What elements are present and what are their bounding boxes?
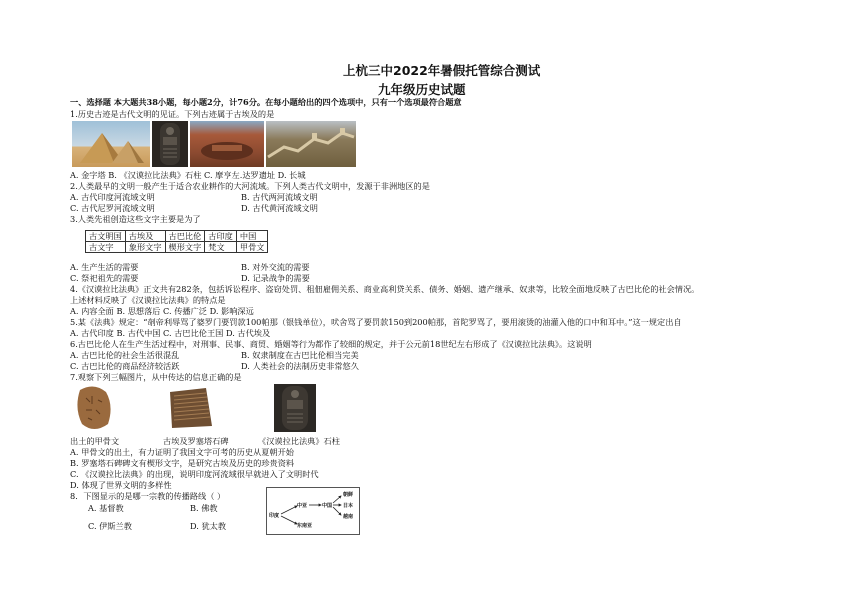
q2-stem: 2.人类最早的文明一般产生于适合农业耕作的大河流域。下列人类古代文明中，发源于非洲地区的是: [70, 181, 430, 191]
q4-stem-1: 4.《汉谟拉比法典》正文共有282条，包括诉讼程序、盗窃处罚、租佃雇佣关系、商业高利贷关系、债务、婚姻、遗产继承、奴隶等，比较全面地反映了古巴比伦的社会情况。: [70, 284, 700, 294]
caption-hammurabi-column: 《汉谟拉比法典》石柱: [258, 436, 340, 446]
q2-option-d: D. 古代黄河流域文明: [241, 203, 318, 213]
q3-option-b: B. 对外交流的需要: [241, 262, 310, 272]
caption-rosetta-stone: 古埃及罗塞塔石碑: [163, 436, 229, 446]
q5-stem: 5.某《法典》规定：“剞帝利辱骂了婆罗门要罚款100帕那（银钱单位），吠舍骂了要罚款150到200帕那，首陀罗骂了，要用滚烫的油灌入他的口中和耳中。”这一规定出自: [70, 317, 682, 327]
oracle-bone-image: [72, 384, 116, 432]
q3-stem: 3.人类先祖创造这些文字主要是为了: [70, 214, 201, 224]
q3-option-d: D. 记录战争的需要: [241, 273, 310, 283]
map-label-vietnam: 越南: [343, 514, 354, 520]
spread-route-map: [266, 487, 360, 535]
q8-option-d: D. 犹太教: [190, 521, 227, 531]
map-label-india: 印度: [269, 513, 280, 519]
table-cell: 古埃及: [125, 231, 165, 242]
caption-oracle-bone: 出土的甲骨文: [70, 436, 120, 446]
table-cell: 象形文字: [125, 242, 165, 253]
q7-option-a: A. 甲骨文的出土，有力证明了我国文字可考的历史从夏朝开始: [70, 447, 294, 457]
map-label-southeast-asia: 东南亚: [297, 523, 313, 529]
table-cell: 古文字: [86, 242, 126, 253]
q7-option-b: B. 罗塞塔石碑碑文有楔形文字，是研究古埃及历史的珍贵资料: [70, 458, 295, 468]
map-label-central-asia: 中亚: [297, 503, 308, 509]
section-heading: 一、选择题 本大题共38小题，每小题2分，计76分。在每小题给出的四个选项中，只有一个选项最符合题意: [70, 97, 462, 107]
q8-option-c: C. 伊斯兰教: [88, 521, 132, 531]
q4-options: A. 内容全面 B. 思想落后 C. 传播广泛 D. 影响深远: [70, 306, 254, 316]
q7-option-c: C. 《汉谟拉比法典》的出现，说明印度河流域很早就进入了文明时代: [70, 469, 319, 479]
table-cell: 楔形文字: [165, 242, 205, 253]
q6-stem: 6.古巴比伦人在生产生活过程中，对刑事、民事、商贸、婚姻等行为都作了较细的规定，并于公元前18世纪左右形成了《汉谟拉比法典》。这说明: [70, 339, 592, 349]
script-table: [85, 230, 268, 253]
q3-option-a: A. 生产生活的需要: [70, 262, 139, 272]
table-cell: 甲骨文: [236, 242, 268, 253]
table-cell: 梵文: [205, 242, 237, 253]
q5-options: A. 古代印度 B. 古代中国 C. 古巴比伦王国 D. 古代埃及: [70, 328, 271, 338]
q2-option-b: B. 古代两河流域文明: [241, 192, 318, 202]
q8-option-b: B. 佛教: [190, 503, 218, 513]
q1-stem: 1.历史古迹是古代文明的见证。下列古迹属于古埃及的是: [70, 109, 275, 119]
q7-stem: 7.观察下列三幅图片，从中传达的信息正确的是: [70, 372, 242, 382]
pyramid-image: [72, 121, 150, 167]
q1-options: A. 金字塔 B. 《汉谟拉比法典》石柱 C. 摩亨左.达罗遗址 D. 长城: [70, 170, 306, 180]
great-wall-image: [266, 121, 356, 167]
table-cell: 中国: [236, 231, 268, 242]
table-row: [86, 231, 268, 242]
q8-option-a: A. 基督教: [88, 503, 124, 513]
table-cell: 古文明国: [86, 231, 126, 242]
map-label-japan: 日本: [343, 503, 354, 509]
q6-option-a: A. 古巴比伦的社会生活很混乱: [70, 350, 180, 360]
q2-option-c: C. 古代尼罗河流域文明: [70, 203, 155, 213]
q6-option-d: D. 人类社会的法制历史非常悠久: [241, 361, 359, 371]
table-row: [86, 242, 268, 253]
rosetta-stone-image: [166, 386, 214, 430]
hammurabi-stele-image: [152, 121, 188, 167]
q7-option-d: D. 体现了世界文明的多样性: [70, 480, 172, 490]
q2-option-a: A. 古代印度河流域文明: [70, 192, 155, 202]
q3-option-c: C. 祭祀祖先的需要: [70, 273, 139, 283]
map-label-china: 中国: [322, 503, 333, 509]
map-label-korea: 朝鲜: [343, 492, 354, 498]
q8-stem: 8．下图显示的是哪一宗教的传播路线（ ）: [70, 491, 226, 501]
table-cell: 古印度: [205, 231, 237, 242]
mohenjo-daro-image: [190, 121, 264, 167]
q6-option-c: C. 古巴比伦的商品经济较活跃: [70, 361, 180, 371]
exam-subtitle: 九年级历史试题: [378, 82, 466, 97]
q6-option-b: B. 奴隶制度在古巴比伦相当完美: [241, 350, 359, 360]
q4-stem-2: 上述材料反映了《汉谟拉比法典》的特点是: [70, 295, 226, 305]
hammurabi-column-image: [274, 384, 316, 432]
table-cell: 古巴比伦: [165, 231, 205, 242]
exam-title: 上杭三中2022年暑假托管综合测试: [343, 63, 541, 78]
